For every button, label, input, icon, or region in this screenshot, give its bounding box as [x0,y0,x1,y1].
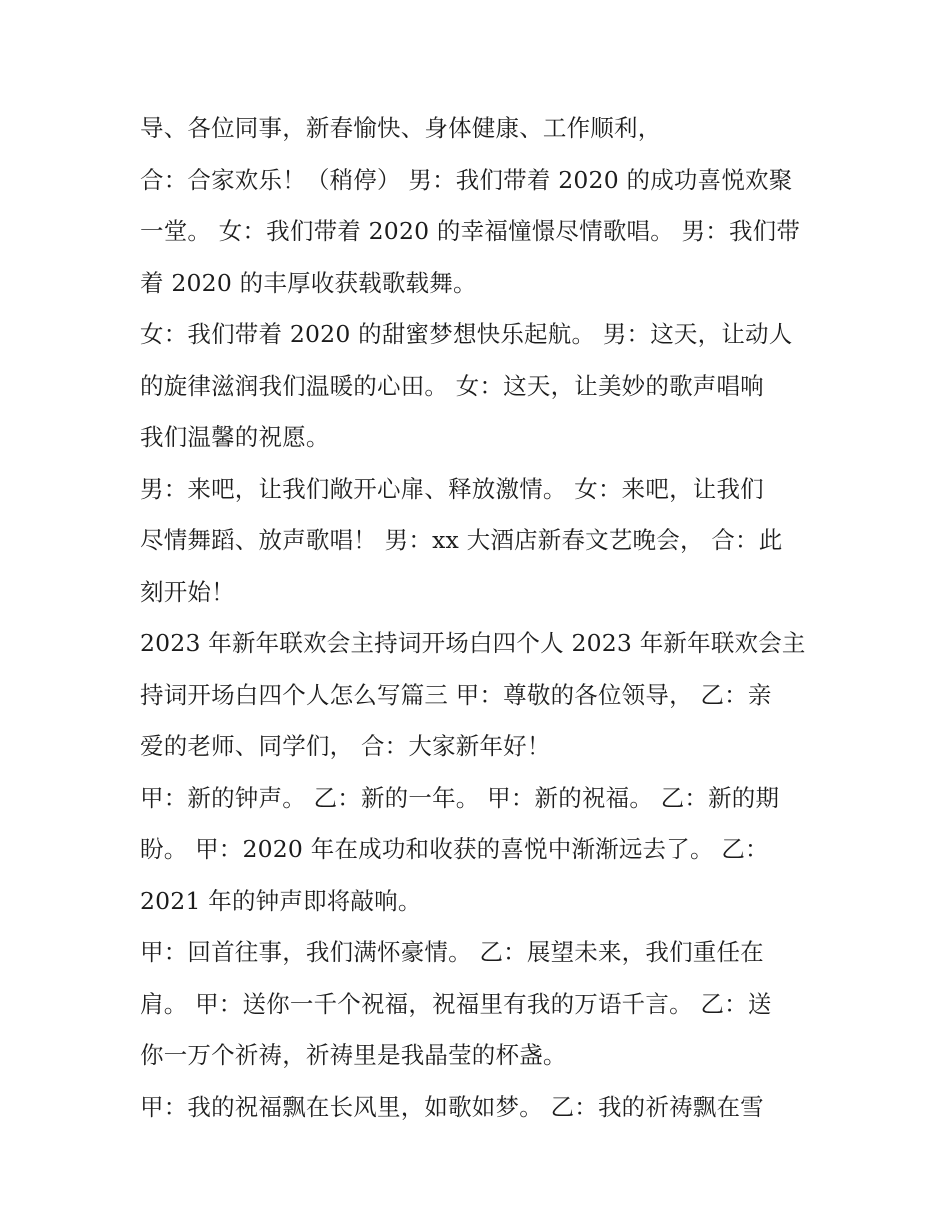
text-line: 男：来吧，让我们敞开心扉、释放激情。 女：来吧，让我们 [140,474,764,503]
text-line: 着 2020 的丰厚收获载歌载舞。 [140,268,477,297]
text-line: 盼。 甲：2020 年在成功和收获的喜悦中渐渐远去了。 乙： [140,835,769,863]
text-line: 持词开场白四个人怎么写篇三 甲：尊敬的各位领导， 乙：亲 [140,680,772,709]
text-line: 你一万个祈祷，祈祷里是我晶莹的杯盏。 [140,1041,567,1069]
text-line: 尽情舞蹈、放声歌唱！ 男：xx 大酒店新春文艺晚会， 合：此 [140,526,783,554]
document-body [140,103,820,1133]
text-line: 一堂。 女：我们带着 2020 的幸福憧憬尽情歌唱。 男：我们带 [140,217,801,245]
text-line: 的旋律滋润我们温暖的心田。 女：这天，让美妙的歌声唱响 [140,371,764,400]
text-line: 甲：我的祝福飘在长风里，如歌如梦。 乙：我的祈祷飘在雪 [140,1092,764,1121]
text-line: 刻开始！ [140,577,235,606]
text-line: 甲：新的钟声。 乙：新的一年。 甲：新的祝福。 乙：新的期 [140,783,780,812]
text-line: 我们温馨的祝愿。 [140,423,330,451]
text-line: 甲：回首往事，我们满怀豪情。 乙：展望未来，我们重任在 [140,938,764,966]
text-line: 2023 年新年联欢会主持词开场白四个人 2023 年新年联欢会主 [140,629,806,657]
text-line: 合：合家欢乐！（稍停） 男：我们带着 2020 的成功喜悦欢聚 [140,165,793,194]
text-line: 2021 年的钟声即将敲响。 [140,886,422,915]
text-line: 女：我们带着 2020 的甜蜜梦想快乐起航。 男：这天，让动人 [140,320,793,348]
text-line: 肩。 甲：送你一千个祝福，祝福里有我的万语千言。 乙：送 [140,989,772,1018]
text-line: 爱的老师、同学们， 合：大家新年好！ [140,732,551,760]
text-line: 导、各位同事，新春愉快、身体健康、工作顺利， [140,114,662,142]
